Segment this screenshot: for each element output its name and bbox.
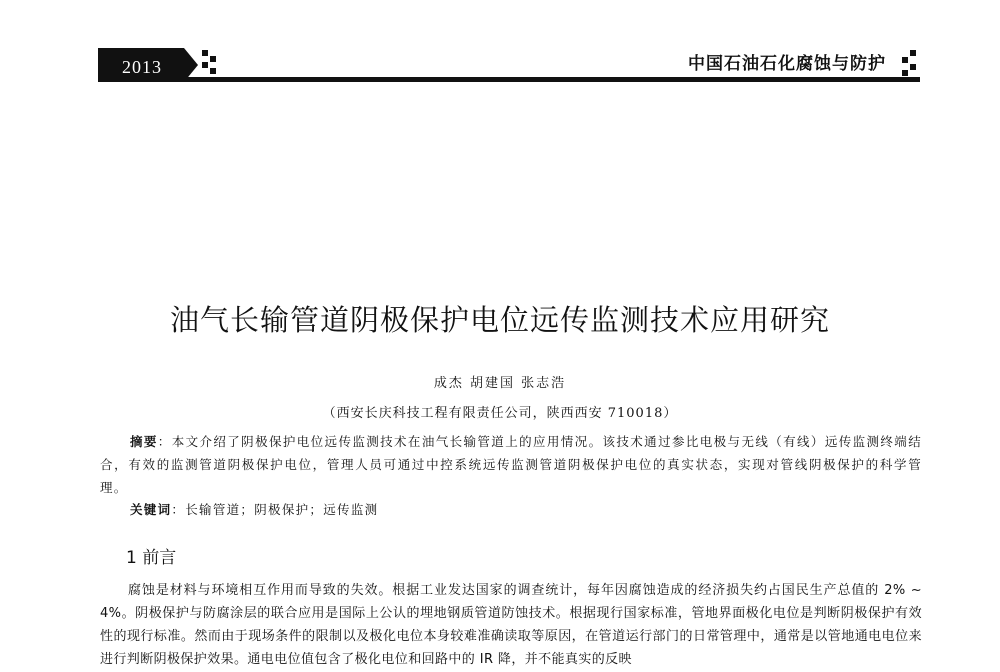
keywords-text: 长输管道；阴极保护；远传监测 (185, 502, 379, 517)
abstract-text: 本文介绍了阴极保护电位远传监测技术在油气长输管道上的应用情况。该技术通过参比电极与无线（有线）远传监测终端结合，有效的监测管道阴极保护电位，管理人员可通过中控系统远传监测管道阴极保护电位的真实状态，实现对管线阴极保护的科学管理。 (100, 434, 922, 495)
abstract-separator: ： (157, 434, 172, 449)
year-block (98, 48, 184, 82)
abstract-label: 摘要 (130, 434, 158, 449)
keywords-label: 关键词 (130, 502, 172, 517)
header-ornament-left (202, 50, 218, 76)
section-heading: 1 前言 (126, 548, 177, 568)
header-year: 2013 (122, 57, 162, 77)
header-rule (98, 77, 920, 82)
keywords-separator: ： (171, 502, 186, 517)
keywords (130, 500, 378, 518)
author-affiliation: （西安长庆科技工程有限责任公司，陕西西安 710018） (322, 406, 678, 421)
header-journal-name: 中国石油石化腐蚀与防护 (688, 54, 886, 74)
abstract (100, 430, 922, 499)
author-list: 成杰 胡建国 张志浩 (433, 376, 567, 391)
running-header (98, 46, 920, 86)
paper-title: 油气长输管道阴极保护电位远传监测技术应用研究 (169, 303, 830, 337)
header-ornament-right (898, 50, 920, 76)
body-paragraph: 腐蚀是材料与环境相互作用而导致的失效。根据工业发达国家的调查统计，每年因腐蚀造成的经济损失约占国民生产总值的 2% ~ 4%。阴极保护与防腐涂层的联合应用是国际上公认的埋地钢质管道防蚀技术。根据现行国家标准，管地界面极化电位是判断阴极保护有效性的现行标准。然而由于现场条件的限制以及极化电位本身较难准确读取等原因，在管道运行部门的日常管理中，通常是以管地通电电位来进行判断阴极保护效果。通电电位值包含了极化电位和回路中的 IR 降，并不能真实的反映 (100, 583, 922, 667)
